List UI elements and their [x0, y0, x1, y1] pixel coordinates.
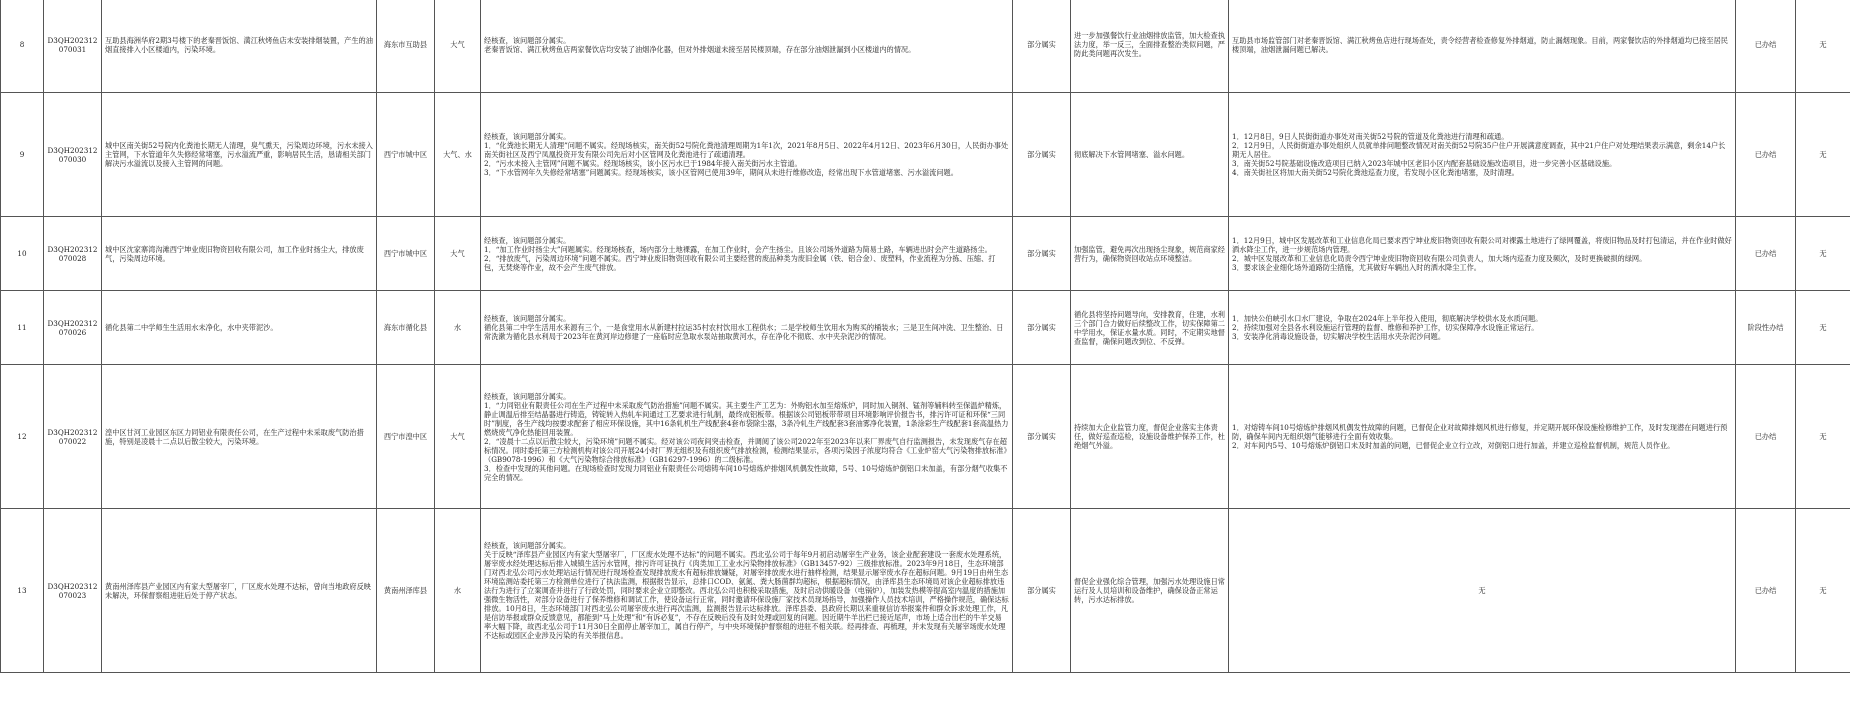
- findings-paragraph: 2．“排放废气，污染周边环境”问题不属实。西宁坤业废旧物资回收有限公司主要经营的废品种类为废旧金属（铁、铝合金）、废塑料，作业流程为分拣、压缩、打包，无焚烧等作业，故不会产生废气排放。: [484, 253, 996, 272]
- row-number: 9: [1, 93, 44, 217]
- progress-paragraph: 3．南关街52号院基础设施改造项目已纳入2023年城中区老旧小区内配套基础设施改造项目，进一步完善小区基础设施。: [1232, 159, 1617, 168]
- pollution-type: 大气: [435, 0, 481, 93]
- accountability: 无: [1796, 217, 1850, 291]
- pollution-type: 水: [435, 291, 481, 365]
- progress-paragraph: 2．12月9日，人民街街道办事处组织人员就单排问题整改情况对南关街52号院35户住户开展满意度调查，其中21户住户对处理结果表示满意，剩余14户长期无人居住。: [1232, 141, 1726, 159]
- table-body: [1, 0, 1850, 673]
- rectification-measures: 进一步加强餐饮行业油烟排放监管，加大检查执法力度，举一反三，全面排查整治类似问题，严防此类问题再次发生。: [1071, 0, 1229, 93]
- findings-paragraph: 3．检查中发现的其他问题。在现场检查时发现力同铝业有限责任公司熔铸车间10号熔炼炉排烟风机偶发性故障，5号、10号熔炼炉倒铝口未加盖，有部分烟气收集不完全的情况。: [484, 463, 1008, 482]
- progress-paragraph: 2．城中区发展改革和工业信息化局责令西宁坤业废旧物资回收有限公司负责人，加大场内巡查力度及频次，及时更换破损的绿网。: [1232, 253, 1647, 263]
- complaint-text: 城中区南关街52号院内化粪池长期无人清理，臭气熏天，污染周边环境，污水未接入主管网，下水管道年久失修经常堵塞，污水溢流严重，影响居民生活，恳请相关部门解决污水溢流以及接入主管网的问题。: [102, 93, 377, 217]
- findings-cell: [481, 93, 1013, 217]
- table-row: [1, 509, 1850, 673]
- progress-paragraph: 2．对车间内5号、10号熔炼炉倒铝口未及时加盖的问题，已督促企业立行立改，对倒铝口进行加盖，并建立巡检监督机制，规范人员作业。: [1232, 441, 1675, 450]
- status: 已办结: [1736, 365, 1796, 509]
- table-row: [1, 291, 1850, 365]
- progress-paragraph: 无: [1478, 586, 1486, 595]
- complaint-text: 湟中区甘河工业园区东区力同铝业有限责任公司，在生产过程中未采取废气防治措施，特别是凌晨十二点以后散尘较大，污染环境。: [102, 365, 377, 509]
- status: 已办结: [1736, 217, 1796, 291]
- progress-paragraph: 互助县市场监管部门对老秦晋饭馆、满江秋烤鱼店进行现场查处，责令经营者检查修复外排烟道，防止漏烟现象。目前，两家餐饮店的外排烟道均已接至居民楼顶端，油烟泄漏问题已解决。: [1232, 35, 1728, 54]
- status: 阶段性办结: [1736, 291, 1796, 365]
- progress-paragraph: 3．安装净化消毒设施设备，切实解决学校生活用水夹杂泥沙问题。: [1232, 332, 1446, 341]
- status: 已办结: [1736, 0, 1796, 93]
- progress-paragraph: 1．加快公伯峡引水口水厂建设，争取在2024年上半年投入使用，彻底解决学校供水及水质问题。: [1232, 314, 1543, 323]
- rectification-measures: 循化县将坚持问题导向，安排教育，住建，水利三个部门合力做好后续整改工作，切实保障第二中学用水，保证水量水质。同时，不定期实地督查监督，确保问题改到位、不反弹。: [1071, 291, 1229, 365]
- findings-paragraph: 经核查，该问题部分属实。: [484, 391, 571, 401]
- verdict: 部分属实: [1013, 0, 1071, 93]
- findings-paragraph: 关于反映“泽库县产业园区内有家大型屠宰厂，厂区废水处理不达标”的问题不属实。西北弘公司于每年9月初启动屠宰生产业务，该企业配套建设一套废水处理系统，屠宰废水经处理达标后排入城镇生活污水管网，排污许可证执行《肉类加工工业水污染物排放标准》（GB13457-92）三级排放标准。2023年9月18日，生态环境部门对西北弘公司污水处理站运行情况进行现场检查发现排放废水有超标排放嫌疑，对屠宰排放废水进行抽样检测，结果显示屠宰废水存在超标问题。9月19日由州生态环境监测站委托第三方检测单位进行了执法监测，根据报告显示，总排口COD、氨氮、粪大肠菌群均超标，根据超标情况，由泽库县生态环境局对该企业超标排放违法行为进行了立案调查并进行了行政处罚，同时要求企业立即整改。西北弘公司也积极采取措施，及时启动供暖设备（电锅炉），加装发热模等提高室内温度的措施加强微生物活性，对部分设备进行了保养维修和调试工作，使设备运行正常，同时邀请环保设施厂家技术员现场指导，加强操作人员技术培训，严格操作规范，确保达标排放。10月8日，生态环境部门对西北弘公司屠宰废水进行再次监测，监测报告显示达标排放。泽库县委、县政府长期以来重视信访举报案件和群众诉求处理工作，凡是信访举报或群众反馈意见，都能到“马上处理”和“有诉必复”，不存在反映后没有及时处理或回复的问题。因近期牛羊出栏已接近尾声，市场上适合出栏的牛羊交易率大幅下降，故西北弘公司于11月30日全面停止屠宰加工，属自行停产，与中央环境保护督察组的进驻不相关联。经再排查、再梳理，并未发现有关屠宰场废水处理不达标或园区企业涉及污染的有关举报信息。: [484, 550, 1009, 640]
- verdict: 部分属实: [1013, 217, 1071, 291]
- findings-paragraph: 1．“化粪池长期无人清理”问题不属实。经现场核实，南关街52号院化粪池清理周期为1年1次，2021年8月5日、2022年4月12日、2023年6月30日，人民街办事处南关街社区及西宁凤凰投资开发有限公司先后对小区管网及化粪池进行了疏通清理。: [484, 141, 1009, 159]
- findings-paragraph: 1．“加工作业时扬尘大”问题属实。经现场核查，场内部分土地裸露，在加工作业时，会产生扬尘。且该公司场外道路为简易土路，车辆进出时会产生道路扬尘。: [484, 244, 992, 254]
- verdict: 部分属实: [1013, 365, 1071, 509]
- findings-paragraph: 2．“凌晨十二点以后散尘较大，污染环境”问题不属实。经对该公司夜间突击检查，并调阅了该公司2022年至2023年以来厂界废气自行监测报告，未发现废气存在超标情况。同时委托第三方检测机构对该公司开展24小时厂界无组织及有组织废气排放检测，检测结果显示，各项污染因子浓度均符合《工业炉窑大气污染物排放标准》（GB9078-1996）和《大气污染物综合排放标准》（GB16297-1996）的二级标准。: [484, 436, 1008, 464]
- findings-paragraph: 2．“污水未接入主管网”问题不属实。经现场核实，该小区污水已于1984年接入南关街污水主管道。: [484, 159, 802, 168]
- district: 海东市循化县: [377, 291, 435, 365]
- district: 西宁市城中区: [377, 93, 435, 217]
- findings-paragraph: 经核查，该问题部分属实。: [484, 35, 571, 45]
- progress-cell: [1229, 291, 1736, 365]
- case-code: D3QH202312070030: [44, 93, 102, 217]
- progress-paragraph: 1．12月9日，城中区发展改革和工业信息化局已要求西宁坤业废旧物资回收有限公司对裸露土地进行了绿网覆盖，将废旧物品及时打包清运，并在作业时做好洒水降尘工作，进一步规范场内管理。: [1232, 235, 1732, 254]
- progress-cell: [1229, 365, 1736, 509]
- rectification-measures: 持续加大企业监管力度，督促企业落实主体责任，做好巡查巡检，设施设备维护保养工作，杜绝烟气外溢。: [1071, 365, 1229, 509]
- findings-cell: [481, 217, 1013, 291]
- pollution-type: 水: [435, 509, 481, 673]
- accountability: 无: [1796, 365, 1850, 509]
- row-number: 11: [1, 291, 44, 365]
- verdict: 部分属实: [1013, 93, 1071, 217]
- complaint-text: 城中区沈家寨湾沟滩西宁坤业废旧物资回收有限公司，加工作业时扬尘大，排放废气，污染周边环境。: [102, 217, 377, 291]
- progress-cell: [1229, 509, 1736, 673]
- verdict: 部分属实: [1013, 509, 1071, 673]
- findings-paragraph: 老秦晋饭馆、满江秋烤鱼店两家餐饮店均安装了油烟净化器，但对外排烟道未接至居民楼顶端，存在部分油烟泄漏到小区楼道内的情况。: [484, 44, 916, 54]
- accountability: 无: [1796, 509, 1850, 673]
- status: 已办结: [1736, 509, 1796, 673]
- findings-paragraph: 3．“下水管网年久失修经常堵塞”问题属实。经现场核实，该小区管网已使用39年，期间从未进行维修改造，经常出现下水管道堵塞、污水溢流问题。: [484, 168, 958, 177]
- rectification-measures: 加强监管，避免再次出现扬尘现象，规范商家经营行为，确保物资回收站点环境整洁。: [1071, 217, 1229, 291]
- row-number: 10: [1, 217, 44, 291]
- district: 海东市互助县: [377, 0, 435, 93]
- case-code: D3QH202312070022: [44, 365, 102, 509]
- findings-cell: [481, 0, 1013, 93]
- findings-paragraph: 经核查，该问题部分属实。: [484, 235, 571, 245]
- findings-paragraph: 经核查，该问题部分属实。: [484, 132, 571, 141]
- progress-paragraph: 3．要求该企业细化场外道路防尘措施，尤其做好车辆出入时的洒水降尘工作。: [1232, 262, 1481, 272]
- pollution-type: 大气: [435, 365, 481, 509]
- district: 西宁市城中区: [377, 217, 435, 291]
- row-number: 13: [1, 509, 44, 673]
- table-row: [1, 217, 1850, 291]
- progress-cell: [1229, 0, 1736, 93]
- findings-paragraph: 1．“力同铝业有限责任公司在生产过程中未采取废气防治措施”问题不属实。其主要生产工艺为：外购铝水加至熔炼炉，同时加入铜剂、锰剂等辅料转至保温炉精炼，静止调温后排至结晶器进行铸造，铸锭转入热轧车间通过工艺要求进行轧制，最终成铝板带。根据该公司铝板带带项目环境影响评价报告书，排污许可证和环保“三同时”制度，各生产线均按要求配套了相应环保设施，其中16条轧机生产线配套4套布袋除尘器，3条冷轧生产线配套3套油雾净化装置，1条涂彩生产线配套1套高温热力燃烧废气净化热能回用装置。: [484, 400, 1009, 437]
- case-code: D3QH202312070023: [44, 509, 102, 673]
- findings-paragraph: 循化县第二中学生活用水来源有三个，一是食堂用水从新建村拉运35村农村饮用水工程供水；二是学校师生饮用水为购买的桶装水；三是卫生间冲洗、卫生整治、日常洗漱为循化县水利局于2023年在黄河岸边修建了一座临时应急取水泵站抽取黄河水，存在净化不彻底、水中夹杂泥沙的情况。: [484, 323, 1004, 341]
- findings-paragraph: 经核查，该问题部分属实。: [484, 314, 571, 323]
- status: 已办结: [1736, 93, 1796, 217]
- complaint-text: 互助县海洲华府2期3号楼下的老秦晋饭馆、満江秋烤鱼店未安装排烟装置，产生的油烟直接排入小区楼道内，污染环境。: [102, 0, 377, 93]
- pollution-type: 大气: [435, 217, 481, 291]
- progress-paragraph: 1．对熔铸车间10号熔炼炉排烟风机偶发性故障的问题，已督促企业对故障排烟风机进行修复，并定期开展环保设施检修维护工作，及时发现潜在问题进行预防，确保车间内无组织烟气能够进行全面有效收集。: [1232, 423, 1728, 441]
- accountability: 无: [1796, 0, 1850, 93]
- case-code: D3QH202312070031: [44, 0, 102, 93]
- findings-cell: [481, 291, 1013, 365]
- progress-paragraph: 1．12月8日，9日人民街街道办事处对南关街52号院的管道及化粪池进行清理和疏通。: [1232, 132, 1509, 141]
- row-number: 12: [1, 365, 44, 509]
- progress-cell: [1229, 217, 1736, 291]
- table-row: [1, 93, 1850, 217]
- progress-paragraph: 4．南关街社区将加大南关街52号院化粪池巡查力度，若发现小区化粪池堵塞，及时清理。: [1232, 168, 1519, 177]
- progress-paragraph: 2．持续加强对全县各水利设施运行管理的监督、维修和养护工作，切实保障净水设施正常运行。: [1232, 323, 1539, 332]
- row-number: 8: [1, 0, 44, 93]
- table-row: [1, 365, 1850, 509]
- progress-cell: [1229, 93, 1736, 217]
- case-code: D3QH202312070026: [44, 291, 102, 365]
- verdict: 部分属实: [1013, 291, 1071, 365]
- rectification-measures: 彻底解决下水管网堵塞、溢水问题。: [1071, 93, 1229, 217]
- findings-cell: [481, 509, 1013, 673]
- pollution-type: 大气、水: [435, 93, 481, 217]
- rectification-measures: 督促企业强化综合管理，加强污水处理设施日常运行及人员培训和设备维护，确保设备正常运转，污水达标排放。: [1071, 509, 1229, 673]
- district: 黄南州泽库县: [377, 509, 435, 673]
- accountability: 无: [1796, 93, 1850, 217]
- case-code: D3QH202312070028: [44, 217, 102, 291]
- accountability: 无: [1796, 291, 1850, 365]
- findings-paragraph: 经核查，该问题部分属实。: [484, 541, 571, 550]
- complaint-text: 循化县第二中学师生生活用水未净化，水中夹带泥沙。: [102, 291, 377, 365]
- table-row: [1, 0, 1850, 93]
- district: 西宁市湟中区: [377, 365, 435, 509]
- complaint-text: 黄南州泽库县产业园区内有家大型屠宰厂，厂区废水处理不达标，曾向当地政府反映未解决，环保督察组进驻后处于停产状态。: [102, 509, 377, 673]
- findings-cell: [481, 365, 1013, 509]
